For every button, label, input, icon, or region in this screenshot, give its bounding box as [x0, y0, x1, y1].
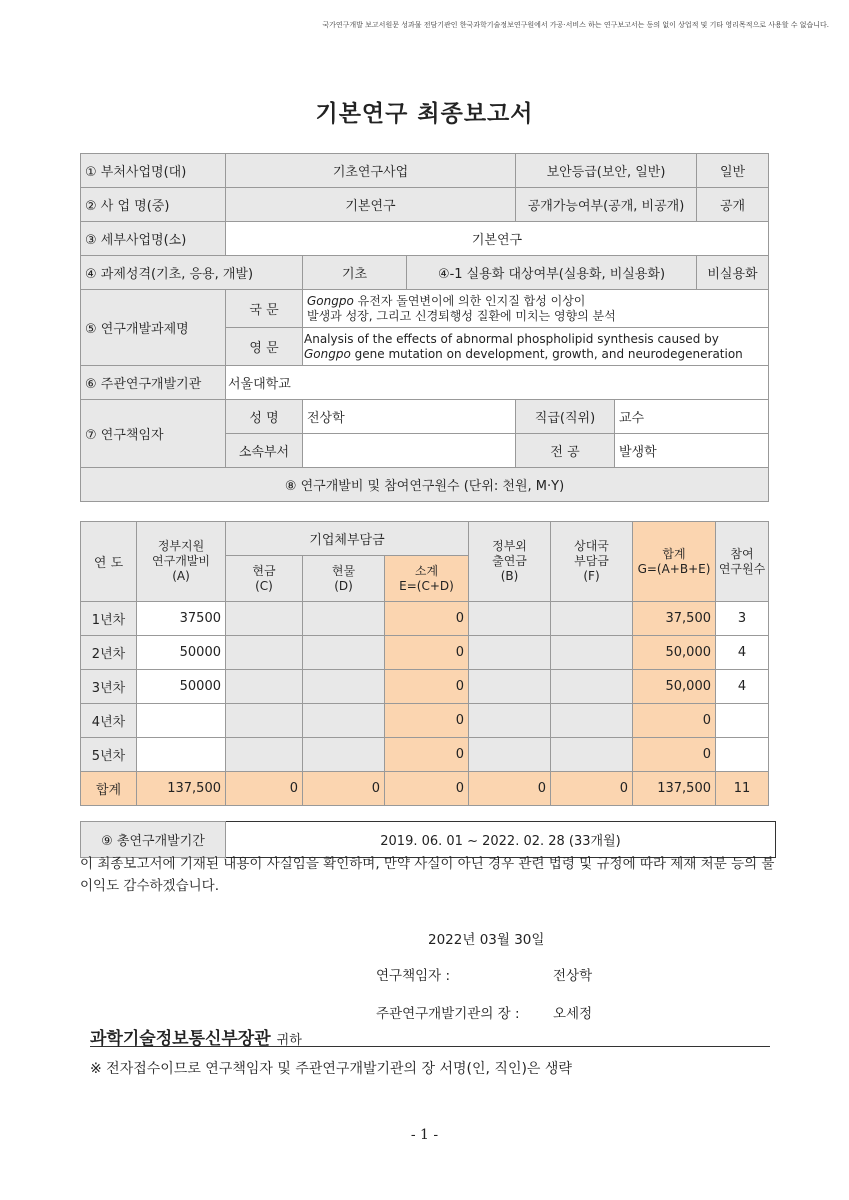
budget-cell-staff: 11	[716, 772, 769, 806]
budget-cell-year: 5년차	[81, 738, 137, 772]
budget-cell-total: 37,500	[633, 602, 716, 636]
budget-cell-partner: 0	[551, 772, 633, 806]
budget-cell-in-kind	[303, 704, 385, 738]
budget-cell-partner	[551, 670, 633, 704]
info-table	[80, 153, 769, 502]
budget-cell-in-kind: 0	[303, 772, 385, 806]
budget-header-partner: 상대국 부담금 (F)	[551, 522, 633, 602]
recipient-minister: 과학기술정보통신부장관	[90, 1029, 271, 1049]
budget-cell-subtotal: 0	[385, 602, 469, 636]
department-label: 소속부서	[226, 434, 303, 468]
principal-investigator-label: ⑦ 연구책임자	[81, 400, 226, 468]
budget-cell-nongov	[469, 636, 551, 670]
major-label: 전 공	[516, 434, 615, 468]
korean-title-label: 국 문	[226, 290, 303, 328]
budget-cell-gov-funding: 50000	[137, 670, 226, 704]
budget-cell-gov-funding: 37500	[137, 602, 226, 636]
sub-program-label: ③ 세부사업명(소)	[81, 222, 226, 256]
budget-cell-year: 2년차	[81, 636, 137, 670]
budget-header-total: 합계 G=(A+B+E)	[633, 522, 716, 602]
budget-section-label: ⑧ 연구개발비 및 참여연구원수 (단위: 천원, M·Y)	[81, 468, 769, 502]
budget-cell-gov-funding: 50000	[137, 636, 226, 670]
budget-cell-in-kind	[303, 670, 385, 704]
commercialization-value: 비실용화	[697, 256, 769, 290]
project-nature-label: ④ 과제성격(기초, 응용, 개발)	[81, 256, 303, 290]
budget-sum-row	[81, 772, 769, 806]
disclosure-value: 공개	[697, 188, 769, 222]
korean-title-line1: 유전자 돌연변이에 의한 인지질 합성 이상이	[353, 293, 586, 308]
budget-cell-gov-funding	[137, 738, 226, 772]
position-label: 직급(직위)	[516, 400, 615, 434]
korean-title-line2: 발생과 성장, 그리고 신경퇴행성 질환에 미치는 영향의 분석	[307, 308, 616, 323]
english-title-line1: Analysis of the effects of abnormal phospholipid synthesis caused by	[304, 331, 719, 346]
dept-program-label: ① 부처사업명(대)	[81, 154, 226, 188]
security-level-value: 일반	[697, 154, 769, 188]
program-name-value: 기본연구	[226, 188, 516, 222]
major-value: 발생학	[615, 434, 769, 468]
budget-cell-partner	[551, 738, 633, 772]
dept-program-value: 기초연구사업	[226, 154, 516, 188]
english-title-gene: Gongpo	[304, 346, 351, 361]
budget-cell-nongov	[469, 738, 551, 772]
security-level-label: 보안등급(보안, 일반)	[516, 154, 697, 188]
electronic-submission-remark: ※ 전자접수이므로 연구책임자 및 주관연구개발기관의 장 서명(인, 직인)은 생략	[90, 1061, 572, 1077]
budget-header-corporate: 기업체부담금	[226, 522, 469, 556]
budget-header-cash: 현금 (C)	[226, 556, 303, 602]
recipient-suffix: 귀하	[276, 1033, 302, 1048]
budget-cell-in-kind	[303, 602, 385, 636]
budget-row	[81, 670, 769, 704]
budget-cell-nongov	[469, 704, 551, 738]
budget-cell-total: 0	[633, 704, 716, 738]
budget-cell-staff: 4	[716, 636, 769, 670]
budget-cell-subtotal: 0	[385, 636, 469, 670]
budget-cell-in-kind	[303, 636, 385, 670]
english-title-label: 영 문	[226, 328, 303, 366]
budget-row	[81, 738, 769, 772]
budget-cell-staff: 3	[716, 602, 769, 636]
budget-cell-year: 합계	[81, 772, 137, 806]
budget-row	[81, 602, 769, 636]
report-date: 2022년 03월 30일	[428, 932, 545, 948]
budget-cell-total: 50,000	[633, 636, 716, 670]
budget-cell-nongov: 0	[469, 772, 551, 806]
disclosure-label: 공개가능여부(공개, 비공개)	[516, 188, 697, 222]
budget-header-gov: 정부지원 연구개발비 (A)	[137, 522, 226, 602]
department-value	[303, 434, 516, 468]
recipient-line	[90, 1024, 770, 1047]
pi-signature-label: 연구책임자 :	[376, 968, 451, 984]
budget-cell-staff	[716, 738, 769, 772]
project-title-label: ⑤ 연구개발과제명	[81, 290, 226, 366]
budget-cell-total: 50,000	[633, 670, 716, 704]
sub-program-value: 기본연구	[226, 222, 769, 256]
page-title: 기본연구 최종보고서	[315, 101, 534, 127]
budget-cell-gov-funding: 137,500	[137, 772, 226, 806]
budget-cell-cash	[226, 670, 303, 704]
budget-cell-year: 4년차	[81, 704, 137, 738]
korean-title	[303, 290, 769, 328]
confirmation-statement: 이 최종보고서에 기재된 내용이 사실임을 확인하며, 만약 사실이 아닌 경우 관련 법령 및 규정에 따라 제재 처분 등의 불이익도 감수하겠습니다.	[80, 856, 775, 894]
budget-header-nongov: 정부외 출연금 (B)	[469, 522, 551, 602]
budget-table	[80, 521, 769, 806]
project-nature-value: 기초	[303, 256, 407, 290]
budget-cell-gov-funding	[137, 704, 226, 738]
budget-cell-subtotal: 0	[385, 704, 469, 738]
budget-cell-staff: 4	[716, 670, 769, 704]
english-title-line2: gene mutation on development, growth, and neurodegeneration	[350, 346, 743, 361]
korean-title-gene: Gongpo	[307, 293, 354, 308]
budget-cell-total: 137,500	[633, 772, 716, 806]
position-value: 교수	[615, 400, 769, 434]
program-name-label: ② 사 업 명(중)	[81, 188, 226, 222]
budget-cell-partner	[551, 636, 633, 670]
page-number: - 1 -	[410, 1127, 439, 1143]
name-value: 전상학	[303, 400, 516, 434]
budget-cell-staff	[716, 704, 769, 738]
budget-header-subtotal: 소계 E=(C+D)	[385, 556, 469, 602]
budget-cell-cash	[226, 704, 303, 738]
pi-signature-name: 전상학	[553, 968, 593, 984]
budget-cell-nongov	[469, 602, 551, 636]
budget-header-year: 연 도	[81, 522, 137, 602]
budget-cell-cash	[226, 602, 303, 636]
budget-cell-subtotal: 0	[385, 738, 469, 772]
budget-cell-nongov	[469, 670, 551, 704]
head-signature-name: 오세정	[553, 1006, 593, 1022]
budget-cell-year: 3년차	[81, 670, 137, 704]
budget-row	[81, 704, 769, 738]
host-institution-value: 서울대학교	[226, 366, 769, 400]
budget-cell-cash: 0	[226, 772, 303, 806]
host-institution-label: ⑥ 주관연구개발기관	[81, 366, 226, 400]
commercialization-label: ④-1 실용화 대상여부(실용화, 비실용화)	[407, 256, 697, 290]
name-label: 성 명	[226, 400, 303, 434]
budget-cell-subtotal: 0	[385, 670, 469, 704]
budget-header-in-kind: 현물 (D)	[303, 556, 385, 602]
budget-cell-total: 0	[633, 738, 716, 772]
research-period-value: 2019. 06. 01 ~ 2022. 02. 28 (33개월)	[226, 822, 776, 858]
head-signature-label: 주관연구개발기관의 장 :	[376, 1006, 520, 1022]
budget-header-staff: 참여 연구원수	[716, 522, 769, 602]
budget-cell-partner	[551, 704, 633, 738]
research-period-label: ⑨ 총연구개발기간	[81, 822, 226, 858]
english-title	[303, 328, 769, 366]
budget-cell-subtotal: 0	[385, 772, 469, 806]
budget-row	[81, 636, 769, 670]
copyright-notice: 국가연구개발 보고서원문 성과물 전담기관인 한국과학기술정보연구원에서 가공·서비스 하는 연구보고서는 동의 없이 상업적 및 기타 영리목적으로 사용할 수 없습니다.	[322, 21, 829, 29]
budget-cell-cash	[226, 636, 303, 670]
budget-cell-in-kind	[303, 738, 385, 772]
budget-cell-partner	[551, 602, 633, 636]
budget-cell-cash	[226, 738, 303, 772]
budget-cell-year: 1년차	[81, 602, 137, 636]
